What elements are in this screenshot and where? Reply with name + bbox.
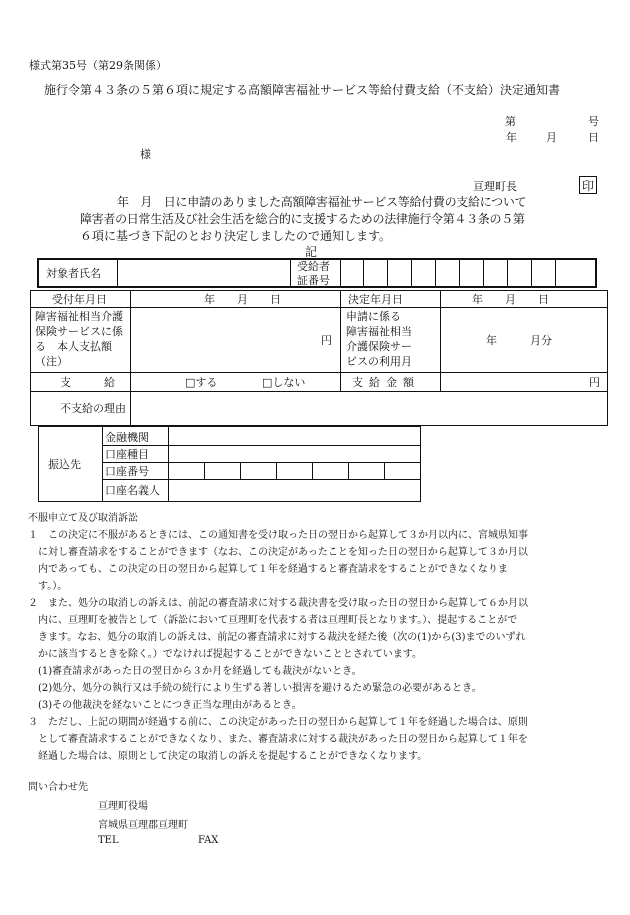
label-received-date: 受付年月日 — [52, 293, 107, 306]
contact-address: 宮城県亘理郡亘理町 — [98, 820, 188, 831]
date-month: 月 — [546, 131, 557, 144]
note-2d: かに該当するときを除く。）でなければ提起することができないこととされています。 — [38, 649, 422, 660]
note-1d: す。）。 — [38, 581, 68, 592]
note-3b: として審査請求することができなくなり、また、審査請求に対する裁決があった日の翌日から起算して１年を — [38, 734, 528, 745]
note-2c: きます。なお、処分の取消しの訴えは、前記の審査請求に対する裁決を経た後（次の(1)から(3)までのいずれ — [38, 632, 526, 643]
note-1a: １ この決定に不服があるときには、この通知書を受け取った日の翌日から起算して３か月以内に、宮城県知事 — [28, 530, 528, 541]
date-year: 年 — [506, 131, 517, 144]
number-suffix: 号 — [588, 115, 599, 128]
label-personal-burden-1: 障害福祉相当介護 — [35, 310, 123, 323]
ki-heading: 記 — [305, 245, 318, 259]
date-day: 日 — [588, 131, 599, 144]
number-label: 第 — [505, 115, 516, 128]
value-received-date: 年 月 日 — [204, 293, 281, 306]
label-transfer-destination: 振込先 — [48, 458, 81, 471]
label-personal-burden-2: 保険サービスに係 — [35, 325, 123, 338]
contact-heading: 問い合わせ先 — [28, 782, 88, 793]
checkbox-pay-yes[interactable]: □する — [185, 376, 218, 389]
contact-office: 亘理町役場 — [98, 801, 148, 812]
note-2-sub-1: (1)審査請求があった日の翌日から３か月を経過しても裁決がないとき。 — [38, 666, 362, 677]
body-line-1: 年 月 日に申請のありました高額障害福祉サービス等給付費の支給について — [117, 195, 527, 209]
label-financial-institution: 金融機関 — [105, 431, 149, 444]
mayor-title: 亘理町長 — [473, 180, 517, 193]
note-2b: 内に、亘理町を被告として（訴訟において亘理町を代表する者は亘理町長となります。）、提起することがで — [38, 615, 518, 626]
note-2a: ２ また、処分の取消しの訴えは、前記の審査請求に対する裁決書を受け取った日の翌日から起算して６か月以 — [28, 598, 528, 609]
note-1c: 内であっても、この決定の日の翌日から起算して１年を経過すると審査請求をすることができなくなりま — [38, 564, 508, 575]
form-number: 様式第35号（第29条関係） — [29, 59, 167, 72]
body-line-3: ６項に基づき下記のとおり決定しましたので通知します。 — [80, 229, 392, 243]
checkbox-pay-no[interactable]: □しない — [262, 376, 306, 389]
label-usage-month-3: 介護保険サー — [346, 340, 412, 353]
label-recipient-no-1: 受給者 — [297, 260, 330, 273]
body-line-2: 障害者の日常生活及び社会生活を総合的に支援するための法律施行令第４３条の５第 — [80, 212, 525, 226]
label-recipient-no-2: 証番号 — [297, 274, 330, 287]
yen-unit-1: 円 — [321, 334, 332, 347]
label-nonpayment-reason: 不支給の理由 — [60, 402, 126, 415]
bank-frame — [38, 426, 421, 502]
label-account-type: 口座種目 — [105, 448, 149, 461]
label-usage-month-2: 障害福祉相当 — [346, 325, 412, 338]
note-3c: 経過した場合は、原則として決定の取消しの訴えを提起することができなくなります。 — [38, 751, 428, 762]
yen-unit-2: 円 — [589, 376, 600, 389]
contact-fax: FAX — [198, 835, 219, 846]
label-usage-month-4: ビスの利用月 — [346, 355, 412, 368]
label-decision-date: 決定年月日 — [348, 293, 403, 306]
label-personal-burden-4: （注） — [35, 355, 68, 368]
label-payment-amount: 支給金額 — [352, 376, 420, 389]
note-1b: に対し審査請求をすることができます（なお、この決定があったことを知った日の翌日から起算して３か月以 — [38, 547, 528, 558]
label-personal-burden-3: る 本人支払額 — [35, 340, 112, 353]
seal-mark: 印 — [579, 176, 597, 194]
label-account-number: 口座番号 — [105, 465, 149, 478]
addressee-suffix: 様 — [140, 148, 151, 161]
value-usage-month: 年 月分 — [486, 334, 552, 347]
label-payment: 支 給 — [60, 376, 115, 389]
label-usage-month-1: 申請に係る — [346, 310, 401, 323]
notes-heading: 不服申立て及び取消訴訟 — [28, 513, 138, 524]
contact-tel: TEL — [98, 835, 119, 846]
note-3a: ３ ただし、上記の期間が経過する前に、この決定があった日の翌日から起算して１年を経過した場合は、原則 — [28, 717, 528, 728]
label-account-holder: 口座名義人 — [105, 484, 160, 497]
document-title: 施行令第４３条の５第６項に規定する高額障害福祉サービス等給付費支給（不支給）決定通知書 — [44, 83, 561, 97]
appeal-notes — [28, 510, 608, 765]
label-subject-name: 対象者氏名 — [46, 267, 101, 280]
note-2-sub-2: (2)処分、処分の執行又は手続の続行により生ずる著しい損害を避けるため緊急の必要があるとき。 — [38, 683, 482, 694]
value-decision-date: 年 月 日 — [472, 293, 549, 306]
note-2-sub-3: (3)その他裁決を経ないことにつき正当な理由があるとき。 — [38, 700, 302, 711]
